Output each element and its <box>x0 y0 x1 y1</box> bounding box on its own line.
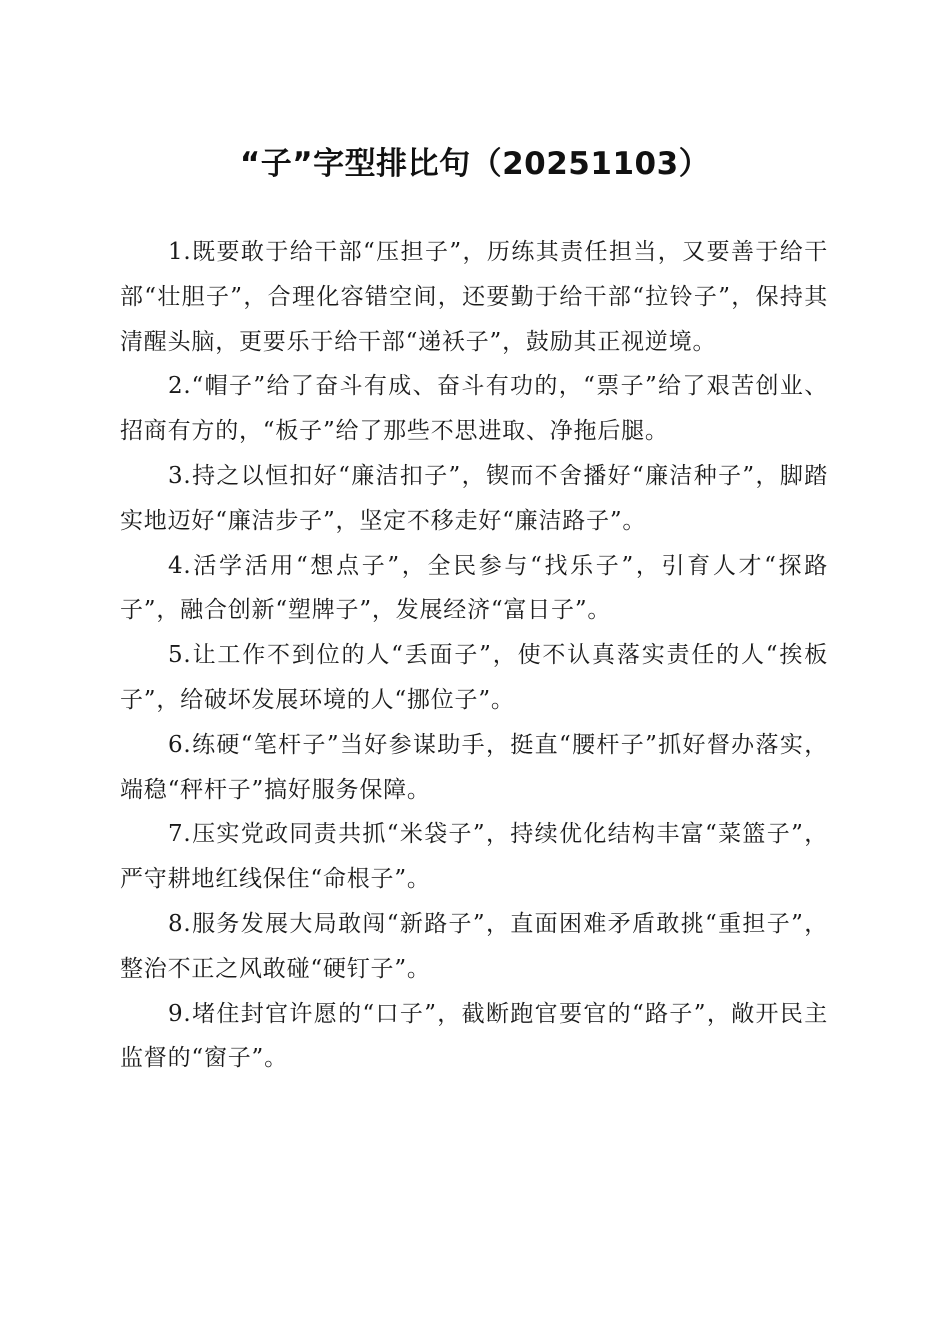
paragraph-4: 4.活学活用“想点子”，全民参与“找乐子”，引育人才“探路子”，融合创新“塑牌子”，发展经济“富日子”。 <box>120 552 828 624</box>
paragraph-3: 3.持之以恒扣好“廉洁扣子”，锲而不舍播好“廉洁种子”，脚踏实地迈好“廉洁步子”，坚定不移走好“廉洁路子”。 <box>120 462 828 534</box>
document-body <box>120 230 828 1081</box>
paragraph-6: 6.练硬“笔杆子”当好参谋助手，挺直“腰杆子”抓好督办落实，端稳“秤杆子”搞好服务保障。 <box>120 731 828 803</box>
document-title: “子”字型排比句（20251103） <box>239 146 711 182</box>
paragraph-2: 2.“帽子”给了奋斗有成、奋斗有功的，“票子”给了艰苦创业、招商有方的，“板子”给了那些不思进取、净拖后腿。 <box>120 373 828 445</box>
paragraph-9: 9.堵住封官许愿的“口子”，截断跑官要官的“路子”，敞开民主监督的“窗子”。 <box>120 1000 828 1072</box>
paragraph-8: 8.服务发展大局敢闯“新路子”，直面困难矛盾敢挑“重担子”，整治不正之风敢碰“硬钉子”。 <box>120 910 828 982</box>
paragraph-7: 7.压实党政同责共抓“米袋子”，持续优化结构丰富“菜篮子”，严守耕地红线保住“命根子”。 <box>120 821 828 893</box>
paragraph-1: 1.既要敢于给干部“压担子”，历练其责任担当，又要善于给干部“壮胆子”，合理化容错空间，还要勤于给干部“拉铃子”，保持其清醒头脑，更要乐于给干部“递袄子”，鼓励其正视逆境。 <box>120 239 828 355</box>
paragraph-5: 5.让工作不到位的人“丢面子”，使不认真落实责任的人“挨板子”，给破坏发展环境的人“挪位子”。 <box>120 642 828 713</box>
